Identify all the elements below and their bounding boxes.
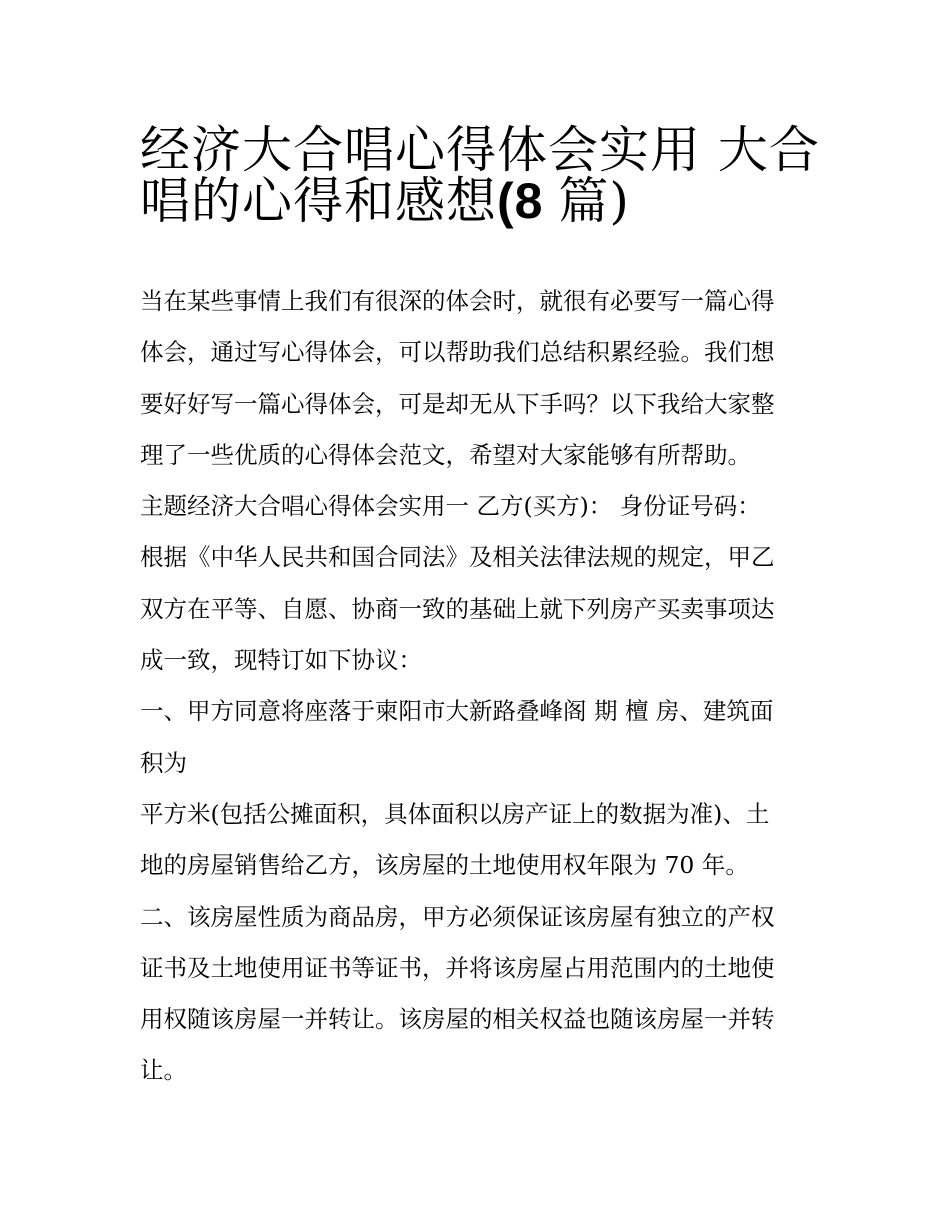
body-line: 主题经济大合唱心得体会实用一 乙方(买方)： 身份证号码： [140,492,761,521]
body-line: 证书及土地使用证书等证书，并将该房屋占用范围内的土地使 [140,953,775,982]
title-line-2-suffix: 篇) [558,172,630,231]
body-line: 用权随该房屋一并转让。该房屋的相关权益也随该房屋一并转 [140,1005,775,1034]
body-line: 二、该房屋性质为商品房，甲方必须保证该房屋有独立的产权 [140,902,775,931]
body-line: 地的房屋销售给乙方，该房屋的土地使用权年限为 70 年。 [140,851,749,880]
body-line: 体会，通过写心得体会，可以帮助我们总结积累经验。我们想 [140,338,775,367]
body-line: 要好好写一篇心得体会，可是却无从下手吗？以下我给大家整 [140,389,775,418]
body-line: 理了一些优质的心得体会范文，希望对大家能够有所帮助。 [140,440,751,469]
document-title [140,112,830,231]
title-line-1: 经济大合唱心得体会实用 大合 [140,121,820,179]
title-line-2-prefix: 唱的心得和感想 [140,172,497,231]
body-line: 让。 [140,1056,187,1085]
body-line: 积为 [140,748,187,777]
document-body [140,276,812,1097]
body-line: 根据《中华人民共和国合同法》及相关法律法规的规定，甲乙 [140,543,775,572]
body-line: 双方在平等、自愿、协商一致的基础上就下列房产买卖事项达 [140,594,775,623]
title-line-2-number: (8 [497,173,559,230]
body-line: 当在某些事情上我们有很深的体会时，就很有必要写一篇心得 [140,287,775,315]
body-line: 平方米(包括公摊面积，具体面积以房产证上的数据为准)、土 [140,799,770,828]
body-line: 成一致，现特订如下协议： [140,646,422,675]
body-line: 一、甲方同意将座落于柬阳市大新路叠峰阁 期 檀 房、建筑面 [140,697,774,726]
